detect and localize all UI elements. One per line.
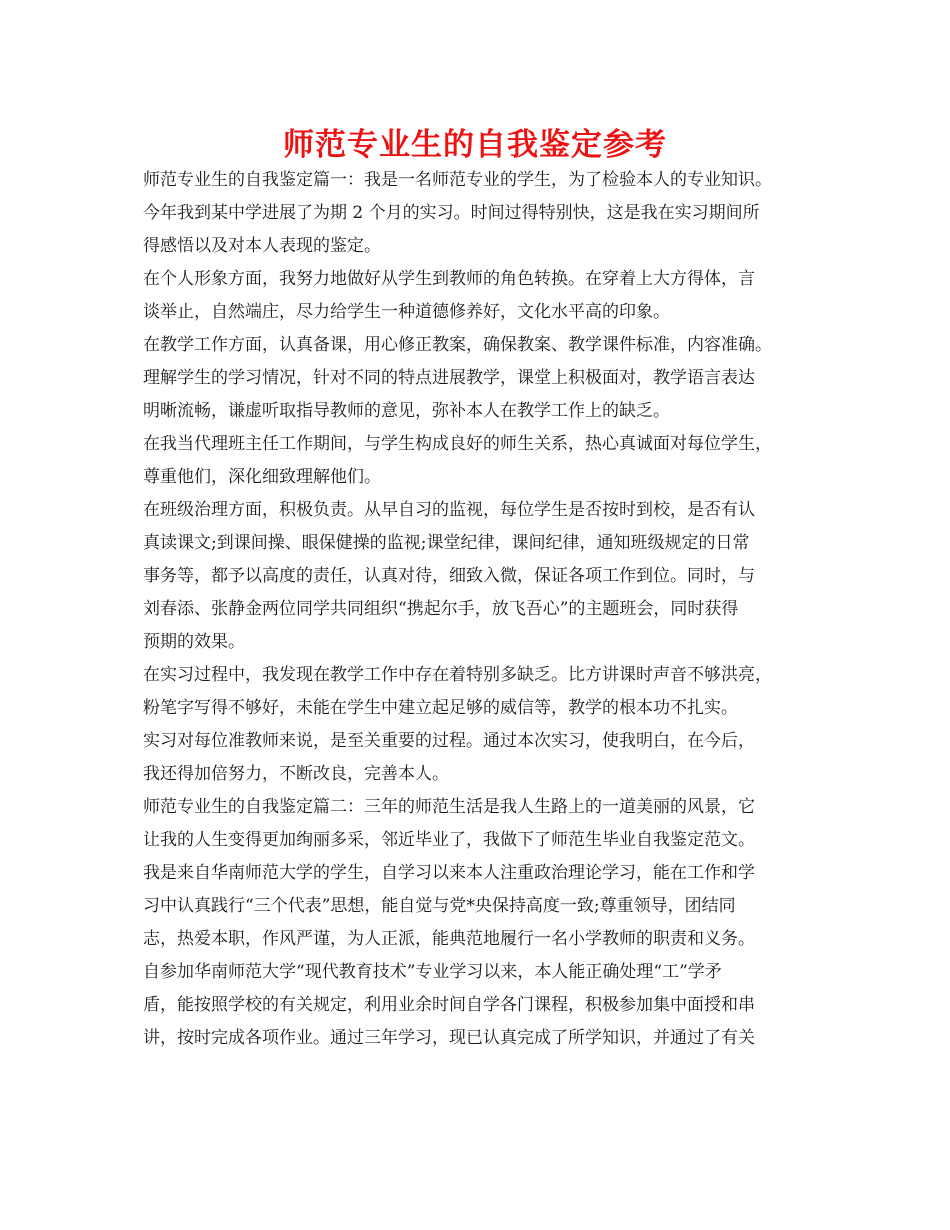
- text-line: 师范专业生的自我鉴定篇二：三年的师范生活是我人生路上的一道美丽的风景，它: [143, 797, 755, 817]
- text-line: 在实习过程中，我发现在教学工作中存在着特别多缺乏。比方讲课时声音不够洪亮，: [143, 665, 772, 685]
- text-line: 得感悟以及对本人表现的鉴定。: [143, 236, 381, 256]
- text-line: 自参加华南师范大学“现代教育技术”专业学习以来，本人能正确处理“工”学矛: [143, 962, 722, 982]
- text-line: 粉笔字写得不够好，未能在学生中建立起足够的威信等，教学的根本功不扎实。: [143, 698, 738, 718]
- text-line: 我是来自华南师范大学的学生，自学习以来本人注重政治理论学习，能在工作和学: [143, 863, 755, 883]
- text-line: 明晰流畅，谦虚听取指导教师的意见，弥补本人在教学工作上的缺乏。: [143, 401, 670, 421]
- document-body: [143, 164, 823, 1055]
- text-line: 今年我到某中学进展了为期 2 个月的实习。时间过得特别快，这是我在实习期间所: [143, 203, 760, 223]
- text-line: 在个人形象方面，我努力地做好从学生到教师的角色转换。在穿着上大方得体，言: [143, 269, 755, 289]
- text-line: 习中认真践行“三个代表”思想，能自觉与党*央保持高度一致;尊重领导，团结同: [143, 896, 736, 916]
- text-line: 预期的效果。: [143, 632, 245, 652]
- text-line: 师范专业生的自我鉴定篇一：我是一名师范专业的学生，为了检验本人的专业知识。: [143, 170, 772, 190]
- text-line: 讲，按时完成各项作业。通过三年学习，现已认真完成了所学知识，并通过了有关: [143, 1028, 755, 1048]
- text-line: 事务等，都予以高度的责任，认真对待，细致入微，保证各项工作到位。同时，与: [143, 566, 755, 586]
- text-line: 在班级治理方面，积极负责。从早自习的监视，每位学生是否按时到校，是否有认: [143, 500, 755, 520]
- text-line: 实习对每位准教师来说，是至关重要的过程。通过本次实习，使我明白，在今后，: [143, 731, 755, 751]
- text-line: 在教学工作方面，认真备课，用心修正教案，确保教案、教学课件标准，内容准确。: [143, 335, 772, 355]
- text-line: 盾，能按照学校的有关规定，利用业余时间自学各门课程，积极参加集中面授和串: [143, 995, 755, 1015]
- text-line: 真读课文;到课间操、眼保健操的监视;课堂纪律，课间纪律，通知班级规定的日常: [143, 533, 750, 553]
- text-line: 尊重他们，深化细致理解他们。: [143, 467, 381, 487]
- text-line: 我还得加倍努力，不断改良，完善本人。: [143, 764, 449, 784]
- text-line: 在我当代理班主任工作期间，与学生构成良好的师生关系，热心真诚面对每位学生，: [143, 434, 772, 454]
- text-line: 谈举止，自然端庄，尽力给学生一种道德修养好，文化水平高的印象。: [143, 302, 670, 322]
- text-line: 让我的人生变得更加绚丽多采，邻近毕业了，我做下了师范生毕业自我鉴定范文。: [143, 830, 755, 850]
- text-line: 志，热爱本职，作风严谨，为人正派，能典范地履行一名小学教师的职责和义务。: [143, 929, 755, 949]
- text-line: 理解学生的学习情况，针对不同的特点进展教学，课堂上积极面对，教学语言表达: [143, 368, 755, 388]
- document-title: 师范专业生的自我鉴定参考: [283, 127, 667, 163]
- text-line: 刘春添、张静金两位同学共同组织“携起尔手，放飞吾心”的主题班会，同时获得: [143, 599, 739, 619]
